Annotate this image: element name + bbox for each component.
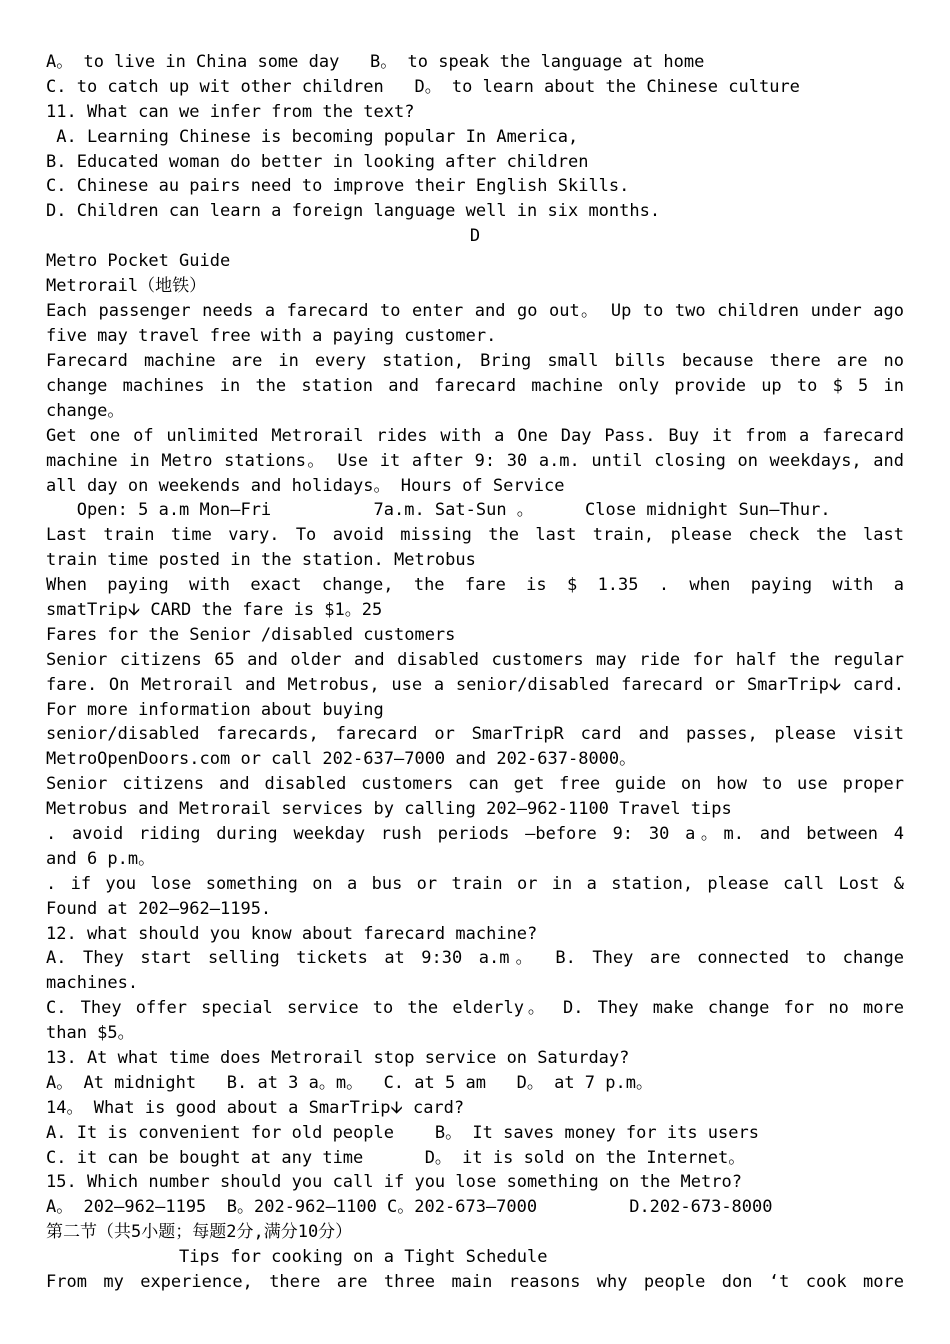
section-heading: Fares for the Senior /disabled customers (46, 625, 456, 645)
text-line: Senior citizens and disabled customers can get free guide on how to use proper (46, 774, 904, 794)
text-line: Each passenger needs a farecard to enter and go out。 Up to two children under ago (46, 301, 904, 321)
text-line: When paying with exact change, the fare is $ 1.35 . when paying with a (46, 575, 904, 595)
text-line: Farecard machine are in every station, Bring small bills because there are no (46, 351, 904, 371)
question-13: 13. At what time does Metrorail stop service on Saturday? (46, 1048, 630, 1068)
text-line: A. They start selling tickets at 9:30 a.m。 B. They are connected to change (46, 948, 904, 968)
text-line: smatTrip🡫 CARD the fare is $1。25 (46, 600, 383, 620)
text-line: From my experience, there are three main reasons why people don ‘t cook more (46, 1272, 904, 1292)
question-14: 14。 What is good about a SmarTrip🡫 card? (46, 1098, 465, 1118)
text-line: C. Chinese au pairs need to improve their English Skills. (46, 176, 630, 196)
passage-title: Metro Pocket Guide (46, 251, 231, 271)
text-line: Last train time vary. To avoid missing the last train, please check the last (46, 525, 904, 545)
text-line: fare. On Metrorail and Metrobus, use a senior/disabled farecard or SmarTrip🡫 card. (46, 675, 904, 695)
text-line: Get one of unlimited Metrorail rides with a One Day Pass. Buy it from a farecard (46, 426, 904, 446)
question-12: 12. what should you know about farecard machine? (46, 924, 538, 944)
text-line: Metrobus and Metrorail services by calling 202—962-1100 Travel tips (46, 799, 732, 819)
text-line: all day on weekends and holidays。 Hours of Service (46, 476, 565, 496)
text-line: change。 (46, 401, 125, 421)
text-line: Senior citizens 65 and older and disabled customers may ride for half the regular (46, 650, 904, 670)
text-line: A。 At midnight B. at 3 a。m。 C. at 5 am D。 at 7 p.m。 (46, 1073, 653, 1093)
text-line: train time posted in the station. Metrobus (46, 550, 476, 570)
section-heading: 第二节（共5小题；每题2分,满分10分） (46, 1222, 353, 1242)
text-line: C. it can be bought at any time D。 it is sold on the Internet。 (46, 1148, 746, 1168)
text-line: Found at 202—962—1195. (46, 899, 272, 919)
text-line: than $5。 (46, 1023, 135, 1043)
text-line: machines. (46, 973, 139, 993)
text-line: and 6 p.m。 (46, 849, 156, 869)
question-15: 15. Which number should you call if you lose something on the Metro? (46, 1172, 742, 1192)
text-line: MetroOpenDoors.com or call 202-637—7000 and 202-637-8000。 (46, 749, 637, 769)
text-line: For more information about buying (46, 700, 384, 720)
text-line: A. Learning Chinese is becoming popular In America, (46, 127, 579, 147)
passage-title: Tips for cooking on a Tight Schedule (46, 1247, 548, 1267)
text-line: C. to catch up wit other children D。 to learn about the Chinese culture (46, 77, 800, 97)
text-line: senior/disabled farecards, farecard or SmarTripR card and passes, please visit (46, 724, 904, 744)
text-line: C. They offer special service to the elderly。 D. They make change for no more (46, 998, 904, 1018)
text-line: . if you lose something on a bus or train or in a station, please call Lost & (46, 874, 904, 894)
text-line: Open: 5 a.m Mon—Fri 7a.m. Sat-Sun 。 Close midnight Sun—Thur. (46, 500, 831, 520)
text-line: machine in Metro stations。 Use it after 9: 30 a.m. until closing on weekdays, and (46, 451, 904, 471)
text-line: . avoid riding during weekday rush periods –before 9: 30 a。m. and between 4 (46, 824, 904, 844)
text-line: five may travel free with a paying customer. (46, 326, 497, 346)
text-line: A. It is convenient for old people B。 It saves money for its users (46, 1123, 759, 1143)
section-letter: D (469, 226, 481, 246)
text-line: B. Educated woman do better in looking after children (46, 152, 589, 172)
text-line: A。 202—962—1195 B。202-962—1100 C。202-673—7000 D.202-673-8000 (46, 1197, 773, 1217)
question-11: 11. What can we infer from the text? (46, 102, 415, 122)
section-heading: Metrorail（地铁） (46, 276, 207, 296)
text-line: A。 to live in China some day B。 to speak the language at home (46, 52, 705, 72)
text-line: D. Children can learn a foreign language well in six months. (46, 201, 661, 221)
text-line: change machines in the station and farecard machine only provide up to $ 5 in (46, 376, 904, 396)
